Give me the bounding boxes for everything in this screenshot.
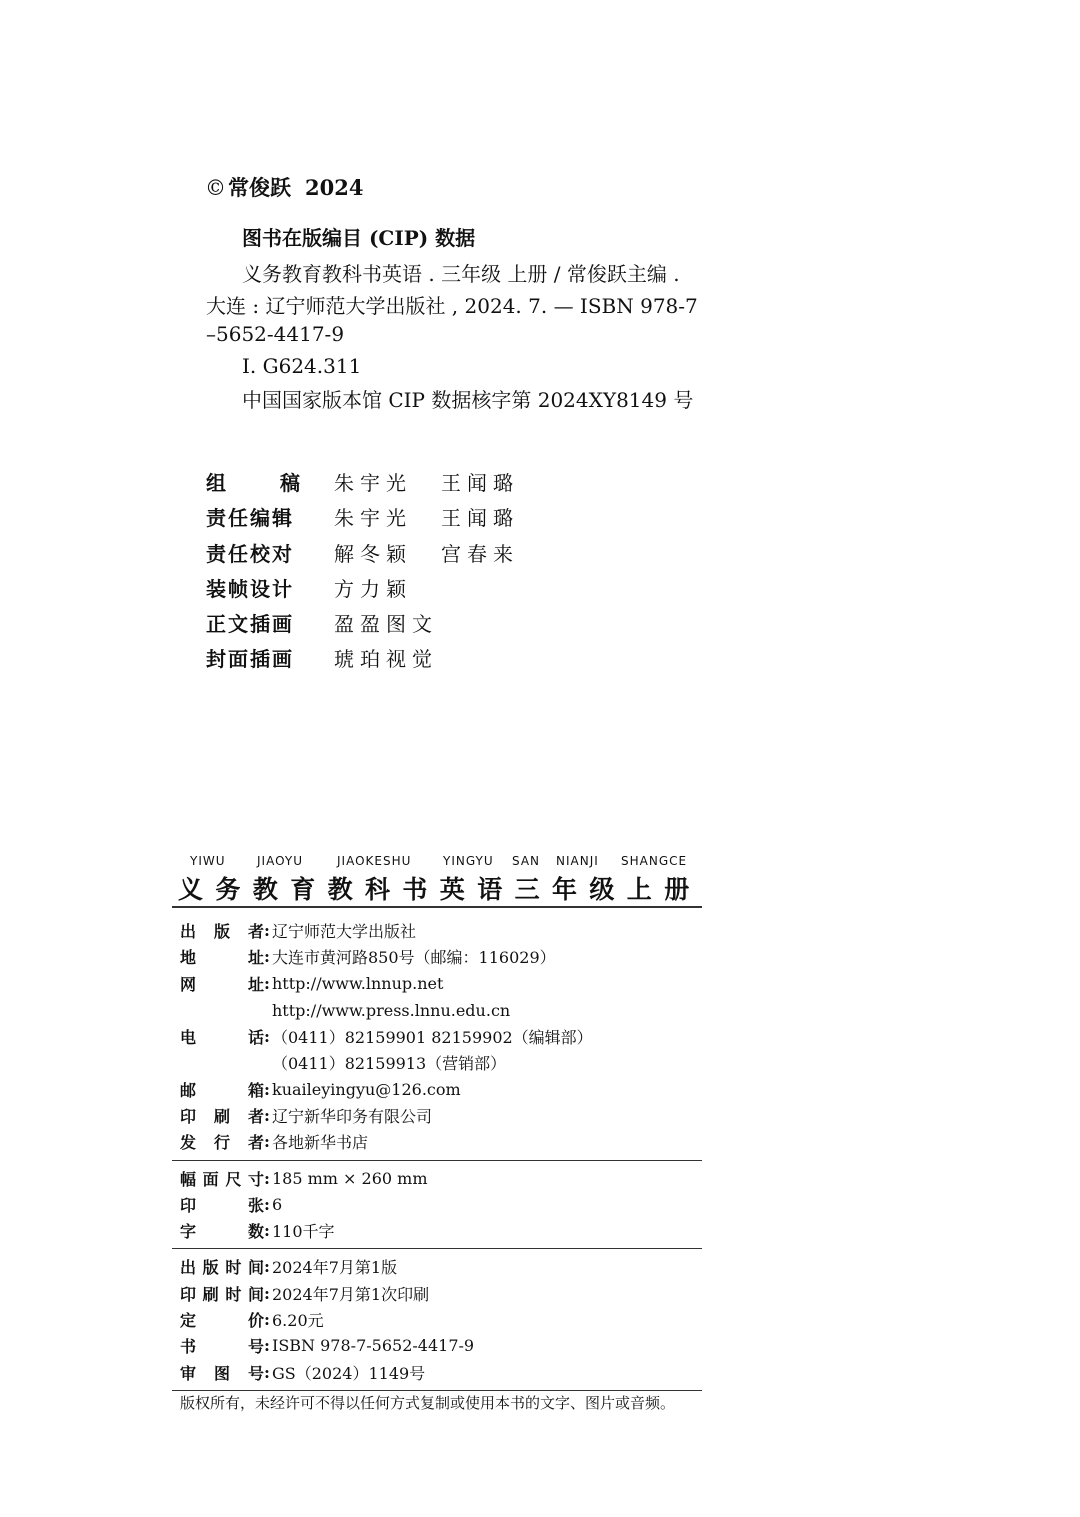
title-pinyin-row xyxy=(0,854,1080,870)
imprint-label: 出版者 xyxy=(180,921,264,941)
imprint-row xyxy=(180,970,443,996)
copyright-year: 2024 xyxy=(305,175,364,200)
imprint-row xyxy=(180,1023,593,1049)
imprint-value: 2024年7月第1版 xyxy=(272,1257,398,1277)
imprint-label: 印刷者 xyxy=(180,1106,264,1126)
cip-line: 中国国家版本馆 CIP 数据核字第 2024XY8149 号 xyxy=(242,388,694,412)
imprint-colon: : xyxy=(264,1335,270,1355)
imprint-colon: : xyxy=(264,1256,270,1276)
imprint-colon: : xyxy=(264,1283,270,1303)
imprint-colon: : xyxy=(264,1309,270,1329)
imprint-label: 定价 xyxy=(180,1310,264,1330)
imprint-value: 6 xyxy=(272,1194,283,1214)
imprint-value: ISBN 978-7-5652-4417-9 xyxy=(272,1335,475,1355)
imprint-colon: : xyxy=(264,1026,270,1046)
imprint-colon: : xyxy=(264,1131,270,1151)
staff-name: 方力颖 xyxy=(334,576,412,601)
imprint-row xyxy=(180,1332,474,1358)
imprint-value: 辽宁师范大学出版社 xyxy=(272,921,417,941)
imprint-colon: : xyxy=(264,1105,270,1125)
pinyin-word: NIANJI xyxy=(556,854,599,868)
staff-label: 责任编辑 xyxy=(206,505,294,530)
imprint-colon: : xyxy=(264,946,270,966)
copyright-symbol: © xyxy=(205,176,226,200)
imprint-value: 辽宁新华印务有限公司 xyxy=(272,1106,433,1126)
copyright-notice: 版权所有，未经许可不得以任何方式复制或使用本书的文字、图片或音频。 xyxy=(180,1394,676,1412)
imprint-label: 幅面尺寸 xyxy=(180,1169,264,1189)
copyright-holder: 常俊跃 xyxy=(228,175,291,200)
cip-line: 大连 : 辽宁师范大学出版社 , 2024. 7. — ISBN 978-7 xyxy=(206,294,698,318)
imprint-continuation xyxy=(272,997,510,1023)
imprint-colon: : xyxy=(264,1079,270,1099)
staff-name: 解冬颖 xyxy=(334,541,412,566)
cip-line: –5652-4417-9 xyxy=(206,322,345,346)
imprint-label: 印张 xyxy=(180,1195,264,1215)
staff-row xyxy=(206,537,519,567)
imprint-row xyxy=(180,1128,368,1154)
copyright-line xyxy=(205,172,363,202)
imprint-value: （0411）82159913（营销部） xyxy=(272,1053,507,1073)
imprint-label: 出版时间 xyxy=(180,1257,264,1277)
pinyin-word: JIAOYU xyxy=(257,854,303,868)
imprint-value: GS（2024）1149号 xyxy=(272,1363,426,1383)
imprint-label: 书号 xyxy=(180,1336,264,1356)
divider xyxy=(172,1160,702,1161)
imprint-row xyxy=(180,917,416,943)
staff-row xyxy=(206,501,519,531)
imprint-row xyxy=(180,1359,425,1385)
imprint-continuation xyxy=(272,1049,506,1075)
staff-name: 盈盈图文 xyxy=(334,611,438,636)
imprint-colon: : xyxy=(264,1362,270,1382)
imprint-row xyxy=(180,1191,282,1217)
imprint-value: 大连市黄河路850号（邮编：116029） xyxy=(272,947,556,967)
imprint-label: 邮箱 xyxy=(180,1080,264,1100)
imprint-label: 发行者 xyxy=(180,1132,264,1152)
pinyin-word: YIWU xyxy=(190,854,226,868)
imprint-value: 185 mm × 260 mm xyxy=(272,1168,428,1188)
staff-name: 朱宇光 xyxy=(334,470,412,495)
staff-row xyxy=(206,607,438,637)
pinyin-word: YINGYU xyxy=(443,854,494,868)
imprint-label: 电话 xyxy=(180,1027,264,1047)
staff-label: 装帧设计 xyxy=(206,576,294,601)
staff-name: 王闻璐 xyxy=(441,470,519,495)
imprint-row xyxy=(180,943,556,969)
divider xyxy=(172,1390,702,1391)
staff-row xyxy=(206,572,412,602)
imprint-label: 印刷时间 xyxy=(180,1284,264,1304)
imprint-value: 6.20元 xyxy=(272,1310,324,1330)
imprint-row xyxy=(180,1306,324,1332)
cip-heading: 图书在版编目 (CIP) 数据 xyxy=(242,226,476,250)
pinyin-word: JIAOKESHU xyxy=(337,854,412,868)
cip-line: Ⅰ. G624.311 xyxy=(242,354,362,378)
divider xyxy=(172,1248,702,1249)
imprint-value: 110千字 xyxy=(272,1221,335,1241)
imprint-label: 审图号 xyxy=(180,1363,264,1383)
imprint-colon: : xyxy=(264,1220,270,1240)
imprint-colon: : xyxy=(264,920,270,940)
staff-label: 责任校对 xyxy=(206,541,294,566)
imprint-label: 网址 xyxy=(180,974,264,994)
imprint-colon: : xyxy=(264,973,270,993)
staff-name: 王闻璐 xyxy=(441,505,519,530)
staff-row xyxy=(206,466,519,496)
imprint-value: kuaileyingyu@126.com xyxy=(272,1079,461,1099)
imprint-value: 2024年7月第1次印刷 xyxy=(272,1284,430,1304)
imprint-row xyxy=(180,1076,461,1102)
staff-name: 琥珀视觉 xyxy=(334,646,438,671)
imprint-value: http://www.press.lnnu.edu.cn xyxy=(272,1000,511,1020)
imprint-label: 地址 xyxy=(180,947,264,967)
staff-row xyxy=(206,642,438,672)
divider xyxy=(172,906,702,908)
staff-label: 组 稿 xyxy=(206,470,302,495)
imprint-row xyxy=(180,1253,397,1279)
book-title: 义务教育教科书英语三年级上册 xyxy=(178,875,702,904)
imprint-value: （0411）82159901 82159902（编辑部） xyxy=(272,1027,593,1047)
cip-line: 义务教育教科书英语 . 三年级 上册 / 常俊跃主编 . xyxy=(242,262,680,286)
imprint-row xyxy=(180,1217,335,1243)
pinyin-word: SHANGCE xyxy=(621,854,688,868)
imprint-row xyxy=(180,1280,429,1306)
staff-label: 正文插画 xyxy=(206,611,294,636)
staff-label: 封面插画 xyxy=(206,646,294,671)
imprint-colon: : xyxy=(264,1168,270,1188)
imprint-row xyxy=(180,1102,432,1128)
imprint-colon: : xyxy=(264,1194,270,1214)
imprint-value: 各地新华书店 xyxy=(272,1132,369,1152)
imprint-value: http://www.lnnup.net xyxy=(272,973,444,993)
staff-name: 宫春来 xyxy=(441,541,519,566)
staff-name: 朱宇光 xyxy=(334,505,412,530)
imprint-row xyxy=(180,1165,428,1191)
imprint-label: 字数 xyxy=(180,1221,264,1241)
pinyin-word: SAN xyxy=(512,854,541,868)
